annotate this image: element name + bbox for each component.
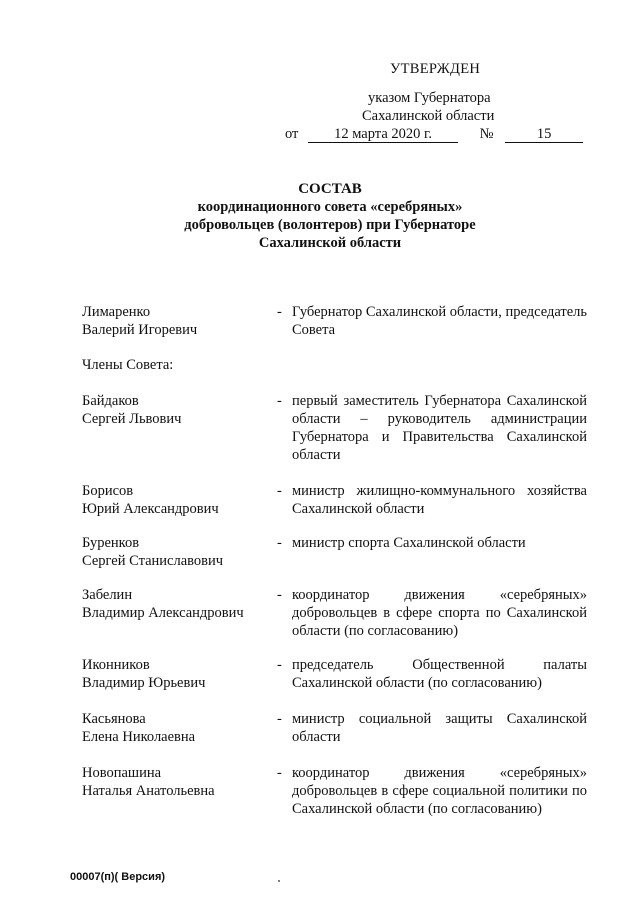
member-role: первый заместитель Губернатора Сахалинской области – руководитель администрации Губернатора и Правительства Сахалинской области bbox=[292, 393, 587, 463]
member-role: председатель Общественной палаты Сахалинской области (по согласованию) bbox=[292, 657, 587, 691]
document-footer-code: 00007(п)( Версия) bbox=[70, 871, 166, 883]
member-role: координатор движения «серебряных» добровольцев в сфере социальной политики по Сахалинской области (по согласованию) bbox=[292, 765, 587, 817]
member-name bbox=[82, 482, 277, 518]
member-role: министр социальной защиты Сахалинской области bbox=[292, 711, 587, 745]
approval-title: УТВЕРЖДЕН bbox=[390, 61, 481, 77]
dash: - bbox=[277, 304, 282, 320]
member-given-names: Владимир Юрьевич bbox=[82, 675, 206, 691]
dash: - bbox=[277, 393, 282, 409]
member-given-names: Владимир Александрович bbox=[82, 605, 244, 621]
heading-subtitle-3: Сахалинской области bbox=[258, 235, 402, 251]
dash: - bbox=[277, 483, 282, 499]
dash: - bbox=[277, 587, 282, 603]
member-name bbox=[82, 303, 277, 339]
member-role: координатор движения «серебряных» добровольцев в сфере спорта по Сахалинской области (по согласованию) bbox=[292, 587, 587, 639]
heading-title: СОСТАВ bbox=[298, 181, 362, 197]
heading-subtitle-1: координационного совета «серебряных» bbox=[197, 199, 463, 215]
member-surname: Буренков bbox=[82, 535, 140, 551]
dash: - bbox=[277, 535, 282, 551]
approval-date: 12 марта 2020 г. bbox=[308, 126, 458, 143]
dash: - bbox=[277, 657, 282, 673]
member-surname: Борисов bbox=[82, 483, 134, 499]
member-given-names: Валерий Игоревич bbox=[82, 322, 198, 338]
member-given-names: Сергей Станиславович bbox=[82, 553, 224, 569]
member-name bbox=[82, 534, 277, 570]
approval-number: 15 bbox=[505, 126, 583, 143]
member-name bbox=[82, 710, 277, 746]
member-given-names: Сергей Львович bbox=[82, 411, 182, 427]
member-role: министр спорта Сахалинской области bbox=[292, 535, 526, 551]
member-name bbox=[82, 392, 277, 428]
member-name bbox=[82, 764, 277, 800]
date-prefix: от bbox=[285, 126, 299, 142]
number-prefix: № bbox=[479, 126, 494, 142]
heading-subtitle-2: добровольцев (волонтеров) при Губернаторе bbox=[184, 217, 476, 233]
member-surname: Касьянова bbox=[82, 711, 146, 727]
dash: - bbox=[277, 711, 282, 727]
approval-line-2: Сахалинской области bbox=[362, 108, 495, 124]
member-given-names: Наталья Анатольевна bbox=[82, 783, 215, 799]
approval-line-1: указом Губернатора bbox=[368, 90, 491, 106]
scan-speck bbox=[278, 880, 280, 882]
dash: - bbox=[277, 765, 282, 781]
member-surname: Новопашина bbox=[82, 765, 162, 781]
member-role: Губернатор Сахалинской области, председатель Совета bbox=[292, 304, 587, 338]
member-surname: Забелин bbox=[82, 587, 133, 603]
members-label: Члены Совета: bbox=[82, 357, 174, 373]
member-name bbox=[82, 656, 277, 692]
approval-date-line bbox=[285, 125, 595, 143]
member-given-names: Юрий Александрович bbox=[82, 501, 219, 517]
member-surname: Иконников bbox=[82, 657, 150, 673]
member-given-names: Елена Николаевна bbox=[82, 729, 196, 745]
member-role: министр жилищно-коммунального хозяйства Сахалинской области bbox=[292, 483, 587, 517]
document-heading bbox=[150, 180, 510, 252]
member-surname: Байдаков bbox=[82, 393, 139, 409]
member-name bbox=[82, 586, 277, 622]
member-surname: Лимаренко bbox=[82, 304, 151, 320]
